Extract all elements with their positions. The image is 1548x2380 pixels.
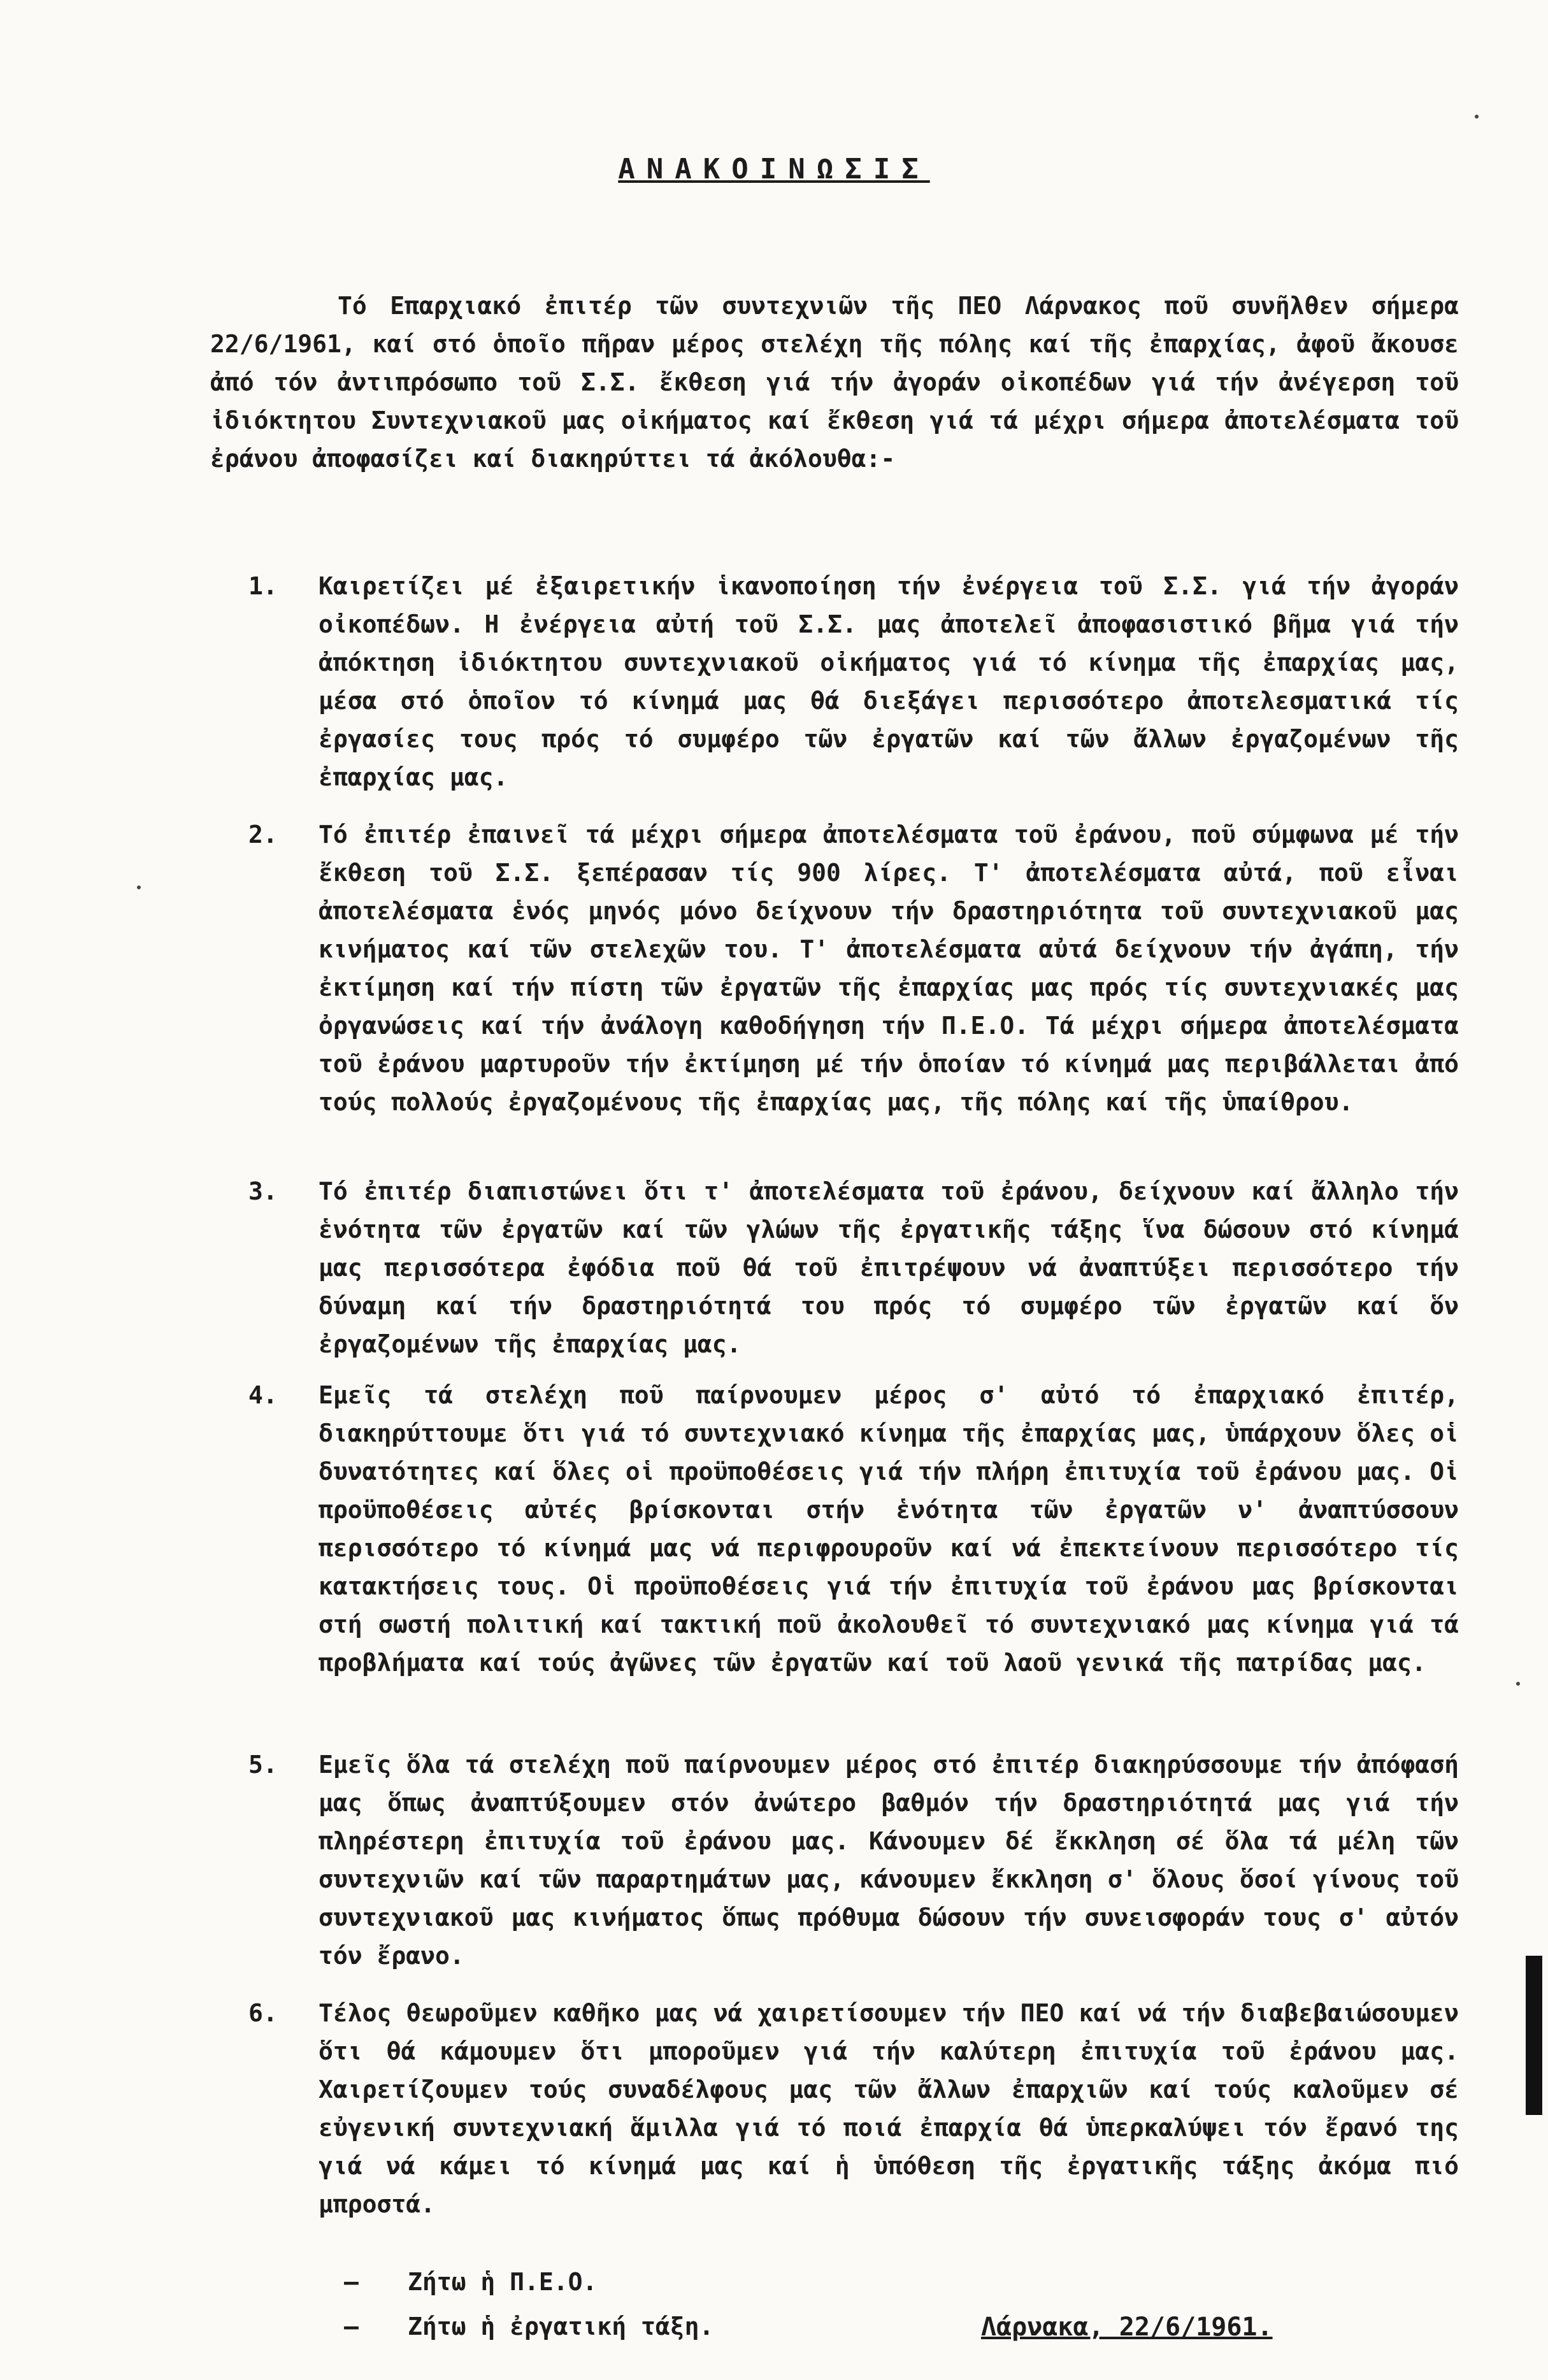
item-number: 5. — [248, 1751, 278, 1779]
place-date-signoff: Λάρνακα, 22/6/1961. — [981, 2312, 1273, 2342]
slogan-1 — [344, 2268, 597, 2296]
intro-paragraph: Τό Επαρχιακό ἐπιτέρ τῶν συντεχνιῶν τῆς ΠΕΟ Λάρνακος ποῦ συνῆλθεν σήμερα 22/6/1961, καί στό ὁποῖο πῆραν μέρος στελέχη τῆς πόλης καί τῆς ἐπαρχίας, ἀφοῦ ἄκουσε ἀπό τόν ἀντιπρόσωπο τοῦ Σ.Σ. ἔκθεση γιά τήν ἀγοράν οἰκοπέδων γιά τήν ἀνέγερση τοῦ ἰδιόκτητου Συντεχνιακοῦ μας οἰκήματος καί ἔκθεση γιά τά μέχρι σήμερα ἀποτελέσματα τοῦ ἐράνου ἀποφασίζει καί διακηρύττει τά ἀκόλουθα:- — [210, 292, 1473, 473]
item-number: 3. — [248, 1177, 278, 1205]
scan-speck — [137, 885, 141, 889]
item-3 — [248, 1172, 1459, 1363]
item-number: 4. — [248, 1381, 278, 1409]
item-4 — [248, 1376, 1459, 1682]
item-text: Εμεῖς ὅλα τά στελέχη ποῦ παίρνουμεν μέρος στό ἐπιτέρ διακηρύσσουμε τήν ἀπόφασή μας ὅπως ἀναπτύξουμεν στόν ἀνώτερο βαθμόν τήν δραστηριότητά μας γιά τήν πληρέστερη ἐπιτυχία τοῦ ἐράνου μας. Κάνουμεν δέ ἔκκληση σέ ὅλα τά μέλη τῶν συντεχνιῶν καί τῶν παραρτημάτων μας, κάνουμεν ἔκκληση σ' ὅλους ὅσοί γίνους τοῦ συντεχνιακοῦ μας κινήματος ὅπως πρόθυμα δώσουν τήν συνεισφοράν τους σ' αὐτόν τόν ἔρανο. — [319, 1751, 1459, 1970]
item-5 — [248, 1746, 1459, 1975]
item-text: Τέλος θεωροῦμεν καθῆκο μας νά χαιρετίσουμεν τήν ΠΕΟ καί νά τήν διαβεβαιώσουμεν ὅτι θά κάμουμεν ὅτι μποροῦμεν γιά τήν καλύτερη ἐπιτυχία τοῦ ἐράνου μας. Χαιρετίζουμεν τούς συναδέλφους μας τῶν ἄλλων ἐπαρχιῶν καί τούς καλοῦμεν σέ εὐγενική συντεχνιακή ἅμιλλα γιά τό ποιά ἐπαρχία θά ὑπερκαλύψει τόν ἔρανό της γιά νά κάμει τό κίνημά μας καί ἡ ὑπόθεση τῆς ἐργατικῆς τάξης ἀκόμα πιό μπροστά. — [319, 1999, 1459, 2218]
item-2 — [248, 815, 1459, 1121]
scan-edge-mark — [1526, 1956, 1542, 2115]
item-6 — [248, 1994, 1459, 2223]
item-text: Εμεῖς τά στελέχη ποῦ παίρνουμεν μέρος σ' αὐτό τό ἐπαρχιακό ἐπιτέρ, διακηρύττουμε ὅτι γιά τό συντεχνιακό κίνημα τῆς ἐπαρχίας μας, ὑπάρχουν ὅλες οἱ δυνατότητες καί ὅλες οἱ προϋποθέσεις γιά τήν πλήρη ἐπιτυχία τοῦ ἐράνου μας. Οἱ προϋποθέσεις αὐτές βρίσκονται στήν ἑνότητα τῶν ἐργατῶν ν' ἀναπτύσσουν περισσότερο τό κίνημά μας νά περιφρουροῦν καί νά ἐπεκτείνουν περισσότερο τίς κατακτήσεις τους. Οἱ προϋποθέσεις γιά τήν ἐπιτυχία τοῦ ἐράνου μας βρίσκονται στή σωστή πολιτική καί τακτική ποῦ ἀκολουθεῖ τό συντεχνιακό μας κίνημα γιά τά προβλήματα καί τούς ἀγῶνες τῶν ἐργατῶν καί τοῦ λαοῦ γενικά τῆς πατρίδας μας. — [319, 1381, 1459, 1677]
slogan-text: Ζήτω ἡ Π.Ε.Ο. — [408, 2268, 598, 2296]
item-number: 1. — [248, 572, 278, 600]
slogan-2 — [344, 2312, 713, 2341]
item-1 — [248, 567, 1459, 796]
scan-speck — [1516, 1682, 1520, 1686]
item-number: 2. — [248, 821, 278, 849]
dash-mark: — — [344, 2268, 359, 2296]
dash-mark: — — [344, 2312, 359, 2341]
item-text: Τό ἐπιτέρ ἐπαινεῖ τά μέχρι σήμερα ἀποτελέσματα τοῦ ἐράνου, ποῦ σύμφωνα μέ τήν ἔκθεση τοῦ Σ.Σ. ξεπέρασαν τίς 900 λίρες. Τ' ἀποτελέσματα αὐτά, ποῦ εἶναι ἀποτελέσματα ἑνός μηνός μόνο δείχνουν τήν δραστηριότητα τοῦ συντεχνιακοῦ μας κινήματος καί τῶν στελεχῶν του. Τ' ἀποτελέσματα αὐτά δείχνουν τήν ἀγάπη, τήν ἐκτίμηση καί τήν πίστη τῶν ἐργατῶν τῆς ἐπαρχίας μας πρός τίς συντεχνιακές μας ὀργανώσεις καί τήν ἀνάλογη καθοδήγηση τήν Π.Ε.Ο. Τά μέχρι σήμερα ἀποτελέσματα τοῦ ἐράνου μαρτυροῦν τήν ἐκτίμηση μέ τήν ὁποίαν τό κίνημά μας περιβάλλεται ἀπό τούς πολλούς ἐργαζομένους τῆς ἐπαρχίας μας, τῆς πόλης καί τῆς ὑπαίθρου. — [319, 821, 1459, 1116]
slogan-text: Ζήτω ἡ ἐργατική τάξη. — [408, 2312, 714, 2341]
scan-speck — [1475, 115, 1479, 118]
item-text: Καιρετίζει μέ ἐξαιρετικήν ἱκανοποίηση τήν ἐνέργεια τοῦ Σ.Σ. γιά τήν ἀγοράν οἰκοπέδων. Η ἐνέργεια αὐτή τοῦ Σ.Σ. μας ἀποτελεῖ ἀποφασιστικό βῆμα γιά τήν ἀπόκτηση ἰδιόκτητου συντεχνιακοῦ οἰκήματος γιά τό κίνημα τῆς ἐπαρχίας μας, μέσα στό ὁποῖον τό κίνημά μας θά διεξάγει περισσότερο ἀποτελεσματικά τίς ἐργασίες τους πρός τό συμφέρο τῶν ἐργατῶν καί τῶν ἄλλων ἐργαζομένων τῆς ἐπαρχίας μας. — [319, 572, 1459, 791]
item-text: Τό ἐπιτέρ διαπιστώνει ὅτι τ' ἀποτελέσματα τοῦ ἐράνου, δείχνουν καί ἄλληλο τήν ἑνότητα τῶν ἐργατῶν καί τῶν γλώων τῆς ἐργατικῆς τάξης ἵνα δώσουν στό κίνημά μας περισσότερα ἐφόδια ποῦ θά τοῦ ἐπιτρέψουν νά ἀναπτύξει περισσότερο τήν δύναμη καί τήν δραστηριότητά του πρός τό συμφέρο τῶν ἐργατῶν καί ὅν ἐργαζομένων τῆς ἐπαρχίας μας. — [319, 1177, 1459, 1358]
item-number: 6. — [248, 1999, 278, 2027]
document-title: ΑΝΑΚΟΙΝΩΣΙΣ — [618, 153, 930, 185]
